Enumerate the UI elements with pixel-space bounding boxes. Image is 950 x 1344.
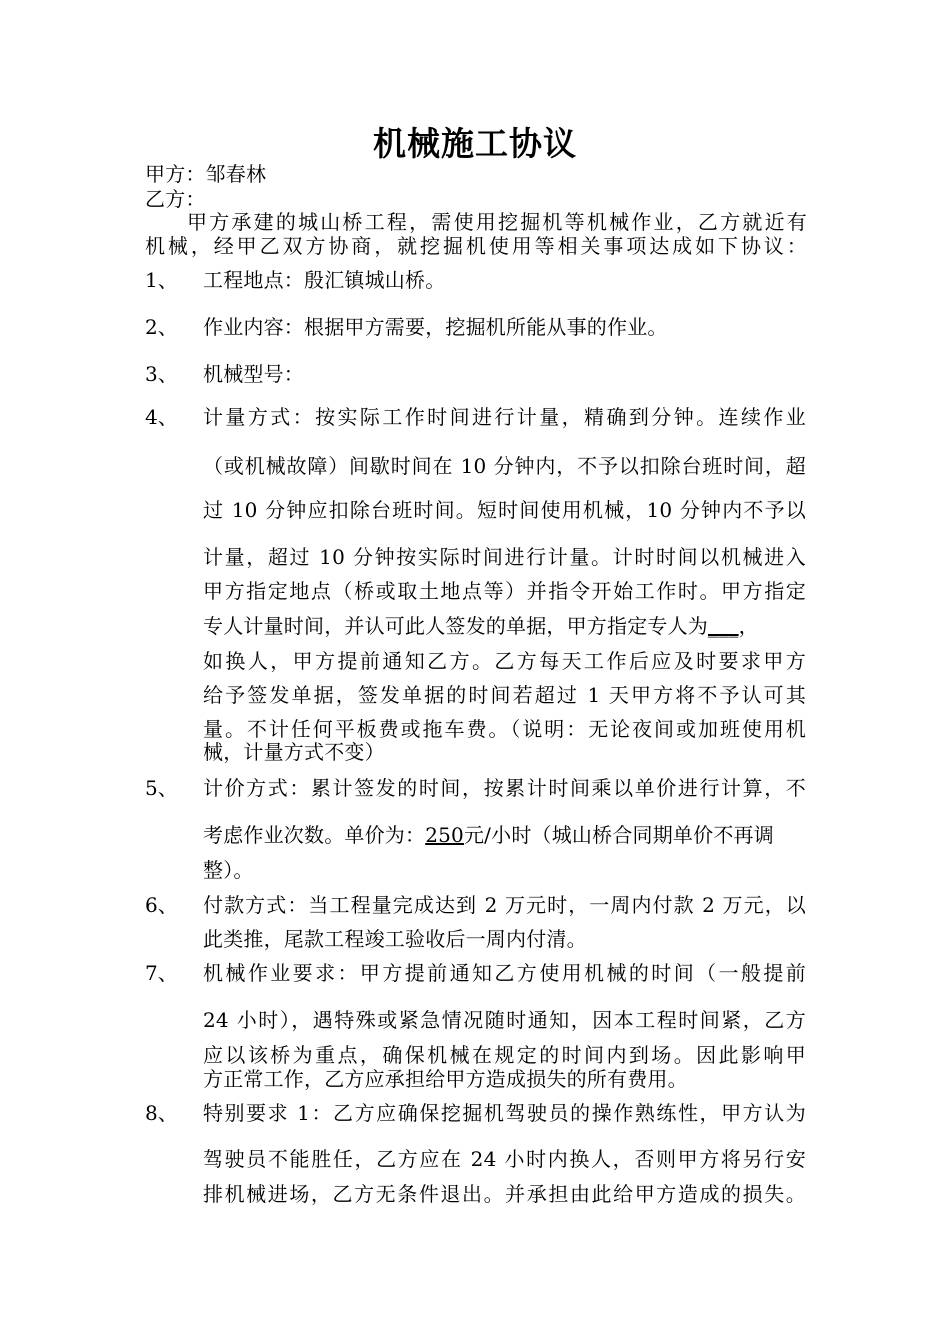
item-4-line-8: 给予签发单据，签发单据的时间若超过 1 天甲方将不予认可其	[203, 683, 806, 707]
item-4-line-6	[203, 614, 759, 638]
item-4-line-6-tail: ，	[738, 614, 759, 638]
intro-line-2: 机械，经甲乙双方协商，就挖掘机使用等相关事项达成如下协议：	[145, 234, 807, 258]
unit-price-value: 250	[425, 823, 464, 847]
item-3-number: 3、	[145, 362, 178, 386]
item-4-line-7: 如换人，甲方提前通知乙方。乙方每天工作后应及时要求甲方	[203, 649, 806, 673]
item-4-line-2: （或机械故障）间歇时间在 10 分钟内，不予以扣除台班时间，超	[203, 454, 806, 478]
document-title: 机械施工协议	[373, 124, 577, 163]
item-4-line-1: 计量方式：按实际工作时间进行计量，精确到分钟。连续作业	[203, 405, 806, 429]
item-8-number: 8、	[145, 1101, 178, 1125]
item-2-number: 2、	[145, 315, 178, 339]
item-4-line-4: 计量，超过 10 分钟按实际时间进行计量。计时时间以机械进入	[203, 545, 806, 569]
item-2-line-1: 作业内容：根据甲方需要，挖掘机所能从事的作业。	[203, 315, 668, 339]
item-6-line-2: 此类推，尾款工程竣工验收后一周内付清。	[203, 927, 587, 951]
item-4-line-9: 量。不计任何平板费或拖车费。（说明：无论夜间或加班使用机	[203, 717, 806, 741]
item-7-line-1: 机械作业要求：甲方提前通知乙方使用机械的时间（一般提前	[203, 961, 806, 985]
item-7-line-3: 应以该桥为重点，确保机械在规定的时间内到场。因此影响甲	[203, 1043, 806, 1067]
item-4-number: 4、	[145, 405, 178, 429]
item-8-line-1: 特别要求 1：乙方应确保挖掘机驾驶员的操作熟练性，甲方认为	[203, 1101, 806, 1125]
item-6-line-1: 付款方式：当工程量完成达到 2 万元时，一周内付款 2 万元，以	[203, 893, 806, 917]
item-4-line-6-text: 专人计量时间，并认可此人签发的单据，甲方指定专人为	[203, 614, 708, 638]
item-5-line-2-tail: 元/小时（城山桥合同期单价不再调	[463, 823, 774, 847]
intro-line-1: 甲方承建的城山桥工程，需使用挖掘机等机械作业，乙方就近有	[187, 210, 807, 234]
item-1-line-1: 工程地点：殷汇镇城山桥。	[203, 268, 446, 292]
item-4-line-10: 械，计量方式不变）	[203, 740, 385, 764]
item-8-line-2: 驾驶员不能胜任，乙方应在 24 小时内换人，否则甲方将另行安	[203, 1147, 806, 1171]
item-6-number: 6、	[145, 893, 178, 917]
item-4-line-5: 甲方指定地点（桥或取土地点等）并指令开始工作时。甲方指定	[203, 579, 806, 603]
item-7-number: 7、	[145, 961, 178, 985]
item-4-line-3: 过 10 分钟应扣除台班时间。短时间使用机械，10 分钟内不予以	[203, 498, 806, 522]
item-5-line-2-text: 考虑作业次数。单价为：	[203, 823, 426, 847]
item-7-line-2: 24 小时），遇特殊或紧急情况随时通知，因本工程时间紧，乙方	[203, 1008, 806, 1032]
item-8-line-3: 排机械进场，乙方无条件退出。并承担由此给甲方造成的损失。	[203, 1182, 806, 1206]
designated-person-blank: ___	[708, 614, 739, 638]
item-5-number: 5、	[145, 776, 178, 800]
party-b-line: 乙方：	[145, 187, 206, 211]
party-a-line: 甲方：邹春林	[145, 162, 267, 186]
item-7-line-4: 方正常工作，乙方应承担给甲方造成损失的所有费用。	[203, 1067, 688, 1091]
item-5-line-1: 计价方式：累计签发的时间，按累计时间乘以单价进行计算，不	[203, 776, 806, 800]
item-5-line-2	[203, 823, 774, 847]
item-1-number: 1、	[145, 268, 178, 292]
item-5-line-3: 整）。	[203, 858, 254, 882]
item-3-line-1: 机械型号：	[203, 362, 304, 386]
